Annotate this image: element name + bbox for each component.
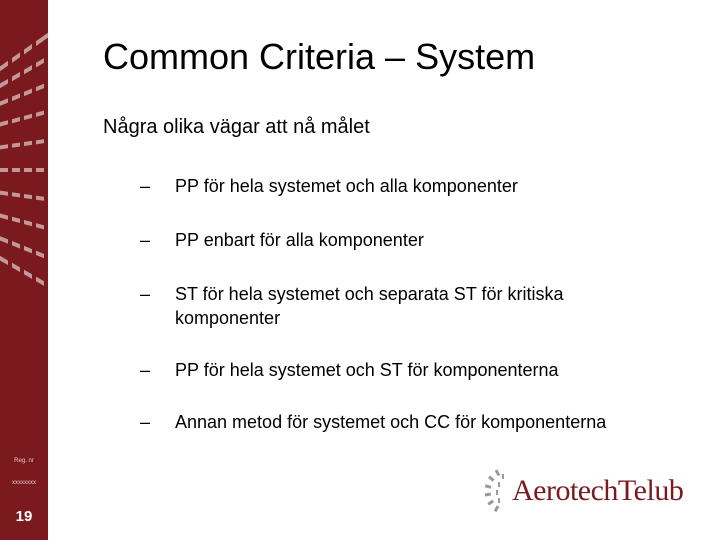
bullet-text: Annan metod för systemet och CC för komponenterna [175, 412, 607, 432]
bullet-dash: – [140, 360, 151, 380]
company-logo [484, 466, 694, 516]
bullet-dash: – [140, 412, 151, 432]
bullet-dash: – [140, 284, 151, 304]
bullet-text: PP för hela systemet och alla komponenter [175, 176, 518, 196]
logo-text: AerotechTelub [512, 474, 684, 507]
bullet-text: PP för hela systemet och ST för komponenterna [175, 360, 559, 380]
bullet-dash: – [140, 230, 151, 250]
sidebar [0, 0, 48, 540]
registration-number: xxxxxxxx [12, 480, 36, 486]
slide-title: Common Criteria – System [103, 36, 536, 77]
decorative-pattern [0, 0, 48, 300]
slide-subtitle: Några olika vägar att nå målet [103, 116, 370, 138]
bullet-dash: – [140, 176, 151, 196]
bullet-text: PP enbart för alla komponenter [175, 230, 424, 250]
bullet-text: ST för hela systemet och separata ST för kritiska komponenter [175, 284, 564, 328]
logo-mark-icon [484, 466, 512, 516]
registration-label: Reg. nr [14, 458, 34, 464]
slide-number: 19 [15, 508, 33, 525]
